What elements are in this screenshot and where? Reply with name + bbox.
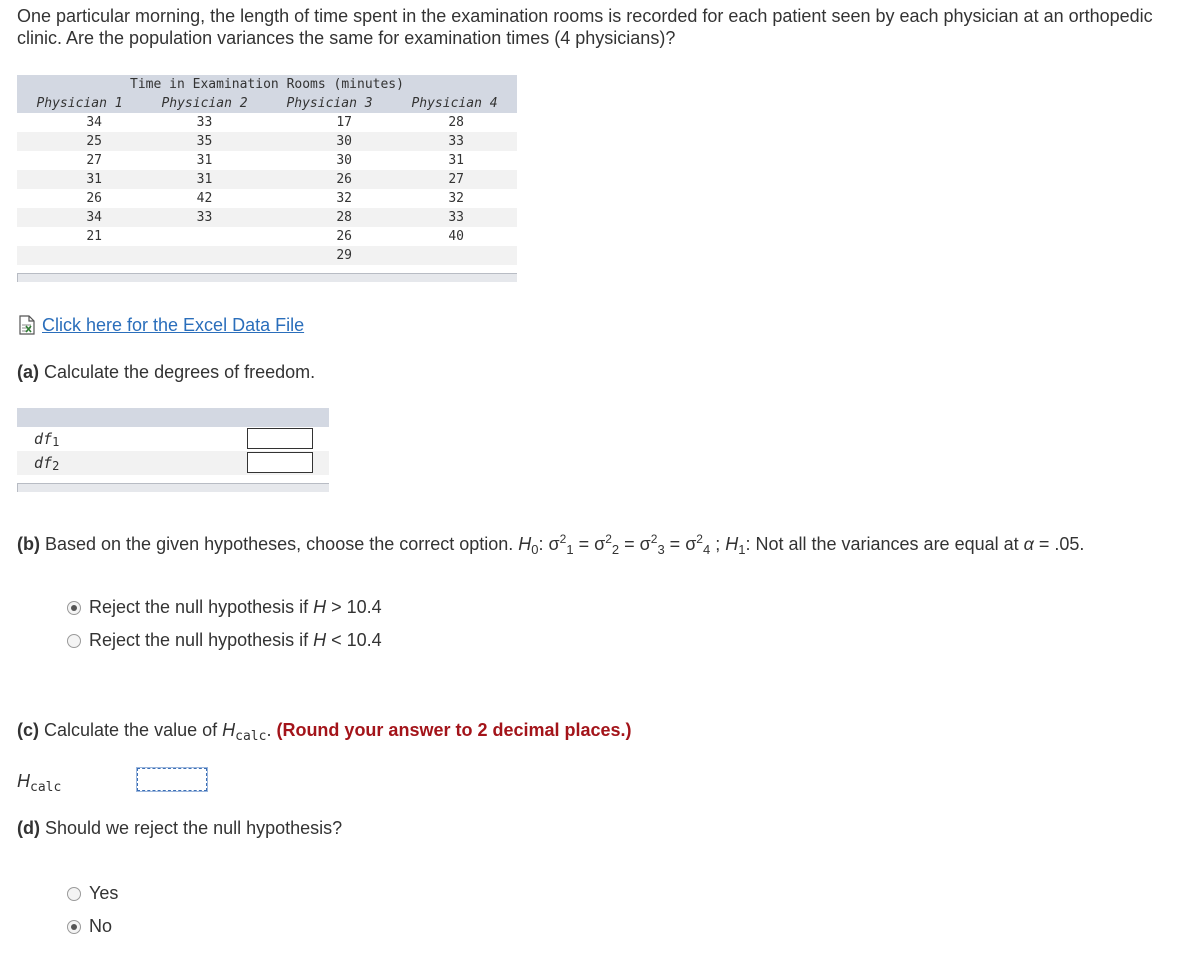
table-cell: 31 bbox=[142, 170, 267, 189]
df1-input[interactable] bbox=[247, 428, 313, 449]
table-cell: 34 bbox=[17, 113, 142, 132]
part-d-text: Should we reject the null hypothesis? bbox=[39, 818, 343, 838]
part-c-letter: (c) bbox=[17, 720, 39, 740]
part-a-letter: (a) bbox=[17, 362, 39, 382]
df1-label: df1 bbox=[34, 430, 60, 449]
part-c-question: (c) Calculate the value of $H_{calc}$. (Round your answer to 2 decimal places.) bbox=[17, 720, 632, 744]
table-cell: 34 bbox=[17, 208, 142, 227]
table-cell: 26 bbox=[17, 189, 142, 208]
column-header: Physician 3 bbox=[267, 94, 392, 113]
part-a-text: Calculate the degrees of freedom. bbox=[39, 362, 316, 382]
excel-data-link[interactable] bbox=[18, 314, 304, 336]
df-table bbox=[17, 408, 329, 475]
table-cell: 32 bbox=[267, 189, 392, 208]
question-prompt: One particular morning, the length of time spent in the examination rooms is recorded for each patient seen by each physician at an orthopedic clinic. Are the population variances the same for examination times (4 physicians)? bbox=[17, 6, 1153, 48]
table-row bbox=[17, 170, 517, 189]
option-text: Reject the null hypothesis if H < 10.4 bbox=[89, 630, 382, 650]
hcalc-label: $H_{calc}$ bbox=[17, 771, 62, 795]
df2-label: df2 bbox=[34, 454, 60, 473]
table-row bbox=[17, 151, 517, 170]
table-cell bbox=[142, 246, 267, 265]
table-cell: 17 bbox=[267, 113, 392, 132]
part-b-letter: (b) bbox=[17, 534, 40, 554]
table-row bbox=[17, 113, 517, 132]
option-no[interactable] bbox=[67, 916, 112, 937]
radio-button[interactable] bbox=[67, 634, 81, 648]
table-title: Time in Examination Rooms (minutes) bbox=[17, 75, 517, 94]
table-cell bbox=[392, 246, 517, 265]
table-cell: 27 bbox=[392, 170, 517, 189]
column-header: Physician 2 bbox=[142, 94, 267, 113]
column-header: Physician 1 bbox=[17, 94, 142, 113]
df2-row bbox=[17, 451, 329, 475]
table-cell: 28 bbox=[267, 208, 392, 227]
df-table-bottom-rule bbox=[17, 483, 329, 492]
option-reject-if-h-greater[interactable] bbox=[67, 597, 382, 618]
table-cell: 26 bbox=[267, 170, 392, 189]
table-cell: 33 bbox=[392, 132, 517, 151]
radio-button-selected[interactable] bbox=[67, 920, 81, 934]
table-cell: 33 bbox=[142, 113, 267, 132]
radio-button[interactable] bbox=[67, 887, 81, 901]
table-cell: 30 bbox=[267, 132, 392, 151]
option-yes[interactable] bbox=[67, 883, 118, 904]
excel-link-text[interactable]: Click here for the Excel Data File bbox=[42, 315, 305, 335]
table-cell: 42 bbox=[142, 189, 267, 208]
table-cell bbox=[142, 227, 267, 246]
table-cell: 33 bbox=[142, 208, 267, 227]
radio-button-selected[interactable] bbox=[67, 601, 81, 615]
table-row bbox=[17, 189, 517, 208]
table-row bbox=[17, 208, 517, 227]
table-cell: 25 bbox=[17, 132, 142, 151]
table-cell: 29 bbox=[267, 246, 392, 265]
table-cell bbox=[17, 246, 142, 265]
column-header: Physician 4 bbox=[392, 94, 517, 113]
table-cell: 21 bbox=[17, 227, 142, 246]
table-row bbox=[17, 132, 517, 151]
table-cell: 28 bbox=[392, 113, 517, 132]
table-row bbox=[17, 227, 517, 246]
table-cell: 31 bbox=[17, 170, 142, 189]
option-text: Reject the null hypothesis if H > 10.4 bbox=[89, 597, 382, 617]
option-label: Yes bbox=[89, 883, 119, 903]
part-a-question bbox=[17, 361, 315, 383]
table-cell: 30 bbox=[267, 151, 392, 170]
excel-file-icon bbox=[18, 315, 36, 335]
table-cell: 31 bbox=[142, 151, 267, 170]
examination-time-table bbox=[17, 75, 517, 265]
option-reject-if-h-less[interactable] bbox=[67, 630, 382, 651]
table-cell: 27 bbox=[17, 151, 142, 170]
rounding-note: (Round your answer to 2 decimal places.) bbox=[276, 720, 632, 740]
table-cell: 35 bbox=[142, 132, 267, 151]
table-bottom-rule bbox=[17, 273, 517, 282]
df1-row bbox=[17, 427, 329, 451]
part-d-question bbox=[17, 817, 342, 839]
option-label: No bbox=[89, 916, 113, 936]
table-cell: 32 bbox=[392, 189, 517, 208]
part-b-question: (b) Based on the given hypotheses, choose the correct option. $H_0$: $\sigma^2_1 = \sigma^2_2 = \sigma^2_3 = \sigma^2_4$ ; $H_1$: Not all the variances are equal at α = .05. bbox=[17, 532, 1085, 557]
table-cell: 26 bbox=[267, 227, 392, 246]
df2-input[interactable] bbox=[247, 452, 313, 473]
table-cell: 33 bbox=[392, 208, 517, 227]
part-d-letter: (d) bbox=[17, 818, 40, 838]
table-cell: 40 bbox=[392, 227, 517, 246]
df-table-header bbox=[17, 408, 329, 427]
table-row bbox=[17, 246, 517, 265]
table-cell: 31 bbox=[392, 151, 517, 170]
hcalc-input[interactable] bbox=[137, 768, 207, 791]
part-b-text: Based on the given hypotheses, choose the correct option. bbox=[39, 534, 519, 554]
